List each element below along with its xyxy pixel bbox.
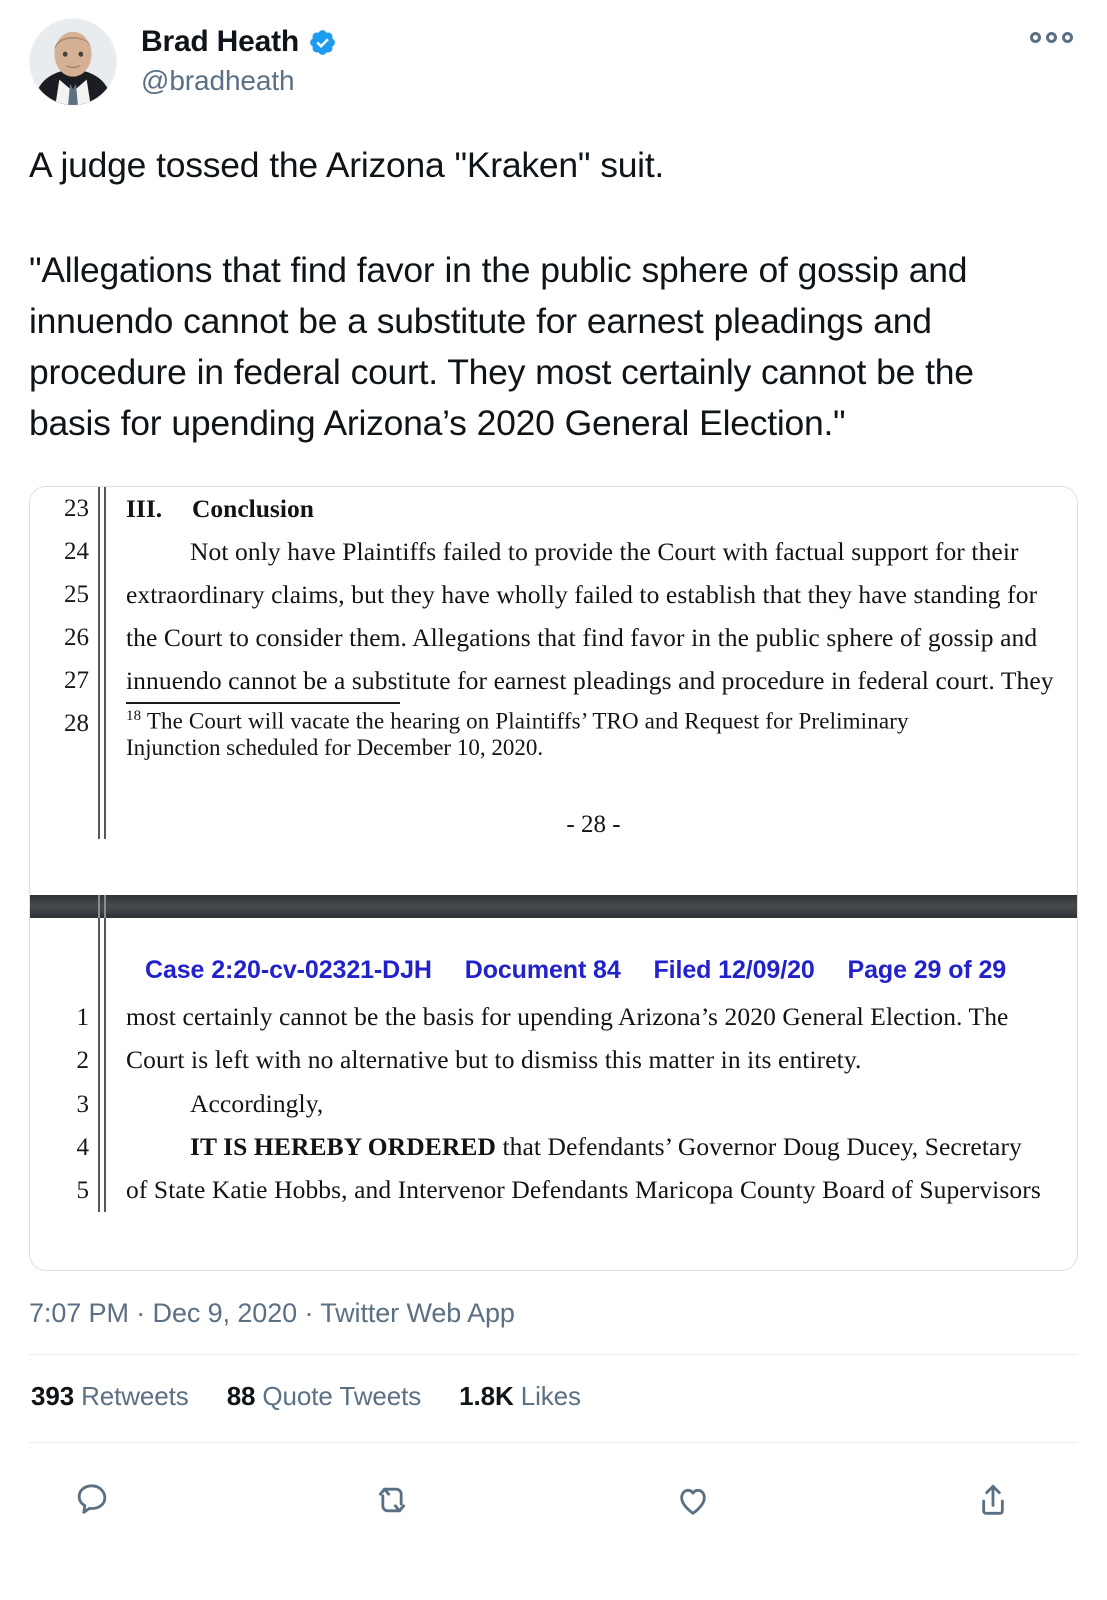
- document-line: Court is left with no alternative but to dismiss this matter in its entirety.: [126, 1045, 862, 1075]
- line-number: 23: [64, 494, 89, 522]
- footnote-line-1: The Court will vacate the hearing on Plaintiffs’ TRO and Request for Preliminary: [146, 709, 909, 735]
- more-dot-3: [1062, 32, 1073, 43]
- footnote-marker: 18: [126, 708, 142, 725]
- more-dot-2: [1046, 32, 1057, 43]
- document-line: extraordinary claims, but they have wholly failed to establish that they have standing for: [126, 579, 1038, 609]
- document-line: the Court to consider them. Allegations that find favor in the public sphere of gossip and: [126, 623, 1038, 653]
- retweet-icon: [372, 1480, 412, 1520]
- line-number-column-top: [30, 487, 98, 840]
- like-icon: [673, 1480, 713, 1520]
- line-number: 28: [64, 710, 89, 738]
- likes-count: 1.8K: [459, 1380, 514, 1411]
- scan-gap: [30, 839, 1077, 895]
- line-number: 5: [76, 1176, 89, 1204]
- document-body-bottom: [107, 918, 1077, 1212]
- action-bar: [29, 1443, 1078, 1527]
- document-line: Accordingly,: [190, 1088, 324, 1118]
- more-dot-1: [1030, 32, 1041, 43]
- like-button[interactable]: [666, 1473, 720, 1527]
- caption-page: Page 29 of 29: [847, 956, 1007, 985]
- share-button[interactable]: [966, 1473, 1020, 1527]
- tweet-header: [29, 0, 1078, 118]
- pleading-rule-lines-bottom: [98, 918, 107, 1212]
- document-line: innuendo cannot be a substitute for earnest pleadings and procedure in federal court. They: [126, 666, 1054, 696]
- line-number: 1: [76, 1004, 89, 1032]
- footnote-block: [126, 698, 1061, 759]
- case-caption-header: [126, 918, 1061, 995]
- quote-tweets-label: Quote Tweets: [262, 1380, 422, 1411]
- tweet-timestamp[interactable]: 7:07 PM · Dec 9, 2020 · Twitter Web App: [29, 1297, 515, 1328]
- account-handle[interactable]: @bradheath: [141, 65, 295, 97]
- document-line: Not only have Plaintiffs failed to provide the Court with factual support for their: [190, 536, 1019, 566]
- tweet-text: [29, 140, 1078, 450]
- line-number-column-bottom: [30, 918, 98, 1212]
- display-name: Brad Heath: [141, 25, 300, 58]
- line-number: 27: [64, 667, 89, 695]
- document-line: of State Katie Hobbs, and Intervenor Defendants Maricopa County Board of Supervisors: [126, 1174, 1041, 1204]
- avatar[interactable]: [29, 18, 117, 106]
- rule-continuation: [98, 895, 107, 918]
- document-page-28: [30, 487, 1077, 840]
- share-icon: [973, 1480, 1013, 1520]
- caption-case-number: Case 2:20-cv-02321-DJH: [145, 956, 432, 985]
- reply-button[interactable]: [65, 1473, 119, 1527]
- ordered-rest-text: that Defendants’ Governor Doug Ducey, Secretary: [495, 1131, 1022, 1161]
- line-number: 25: [64, 580, 89, 608]
- identity-block: [141, 18, 337, 98]
- heading-numeral: III.: [126, 493, 163, 523]
- stat-quote-tweets[interactable]: [227, 1381, 421, 1412]
- line-number: 26: [64, 624, 89, 652]
- retweet-button[interactable]: [365, 1473, 419, 1527]
- tweet-paragraph-1: A judge tossed the Arizona "Kraken" suit.: [29, 145, 665, 185]
- stat-retweets[interactable]: [31, 1381, 189, 1412]
- line-number: 3: [76, 1090, 89, 1118]
- retweets-label: Retweets: [81, 1380, 189, 1411]
- stat-likes[interactable]: [459, 1381, 581, 1412]
- more-options-icon[interactable]: [1030, 32, 1073, 43]
- attached-document-image[interactable]: [29, 486, 1078, 1271]
- ordered-bold-text: IT IS HEREBY ORDERED: [190, 1131, 496, 1161]
- verified-badge-icon: [308, 28, 337, 57]
- footnote-text: [126, 709, 1061, 759]
- engagement-stats: [29, 1355, 1078, 1412]
- footnote-line-2: Injunction scheduled for December 10, 2020.: [126, 735, 544, 761]
- document-body-top: [107, 487, 1077, 840]
- line-number: 4: [76, 1133, 89, 1161]
- tweet-paragraph-2: "Allegations that find favor in the public sphere of gossip and innuendo cannot be a substitute for earnest pleadings and procedure in federal court. They most certainly cannot be the basis for upending Arizona’s 2020 General Election.": [29, 250, 974, 444]
- document-heading: [126, 487, 1061, 530]
- document-line-ordered: [126, 1125, 1061, 1168]
- line-number: 24: [64, 537, 89, 565]
- page-number-marker: - 28 -: [566, 811, 621, 839]
- footnote-separator-rule: [126, 702, 400, 704]
- document-page-29: [30, 918, 1077, 1212]
- pleading-rule-lines: [98, 487, 107, 840]
- reply-icon: [72, 1480, 112, 1520]
- heading-text: Conclusion: [192, 493, 314, 523]
- document-line: most certainly cannot be the basis for upending Arizona’s 2020 General Election. The: [126, 1002, 1009, 1032]
- quote-tweets-count: 88: [226, 1380, 256, 1411]
- likes-label: Likes: [520, 1380, 581, 1411]
- caption-document: Document 84: [464, 956, 621, 985]
- retweets-count: 393: [31, 1380, 75, 1411]
- display-name-row[interactable]: [141, 26, 337, 58]
- caption-filed: Filed 12/09/20: [653, 956, 815, 985]
- avatar-photo: [30, 19, 116, 105]
- scan-separator-bar: [30, 895, 1077, 918]
- line-number: 2: [76, 1047, 89, 1075]
